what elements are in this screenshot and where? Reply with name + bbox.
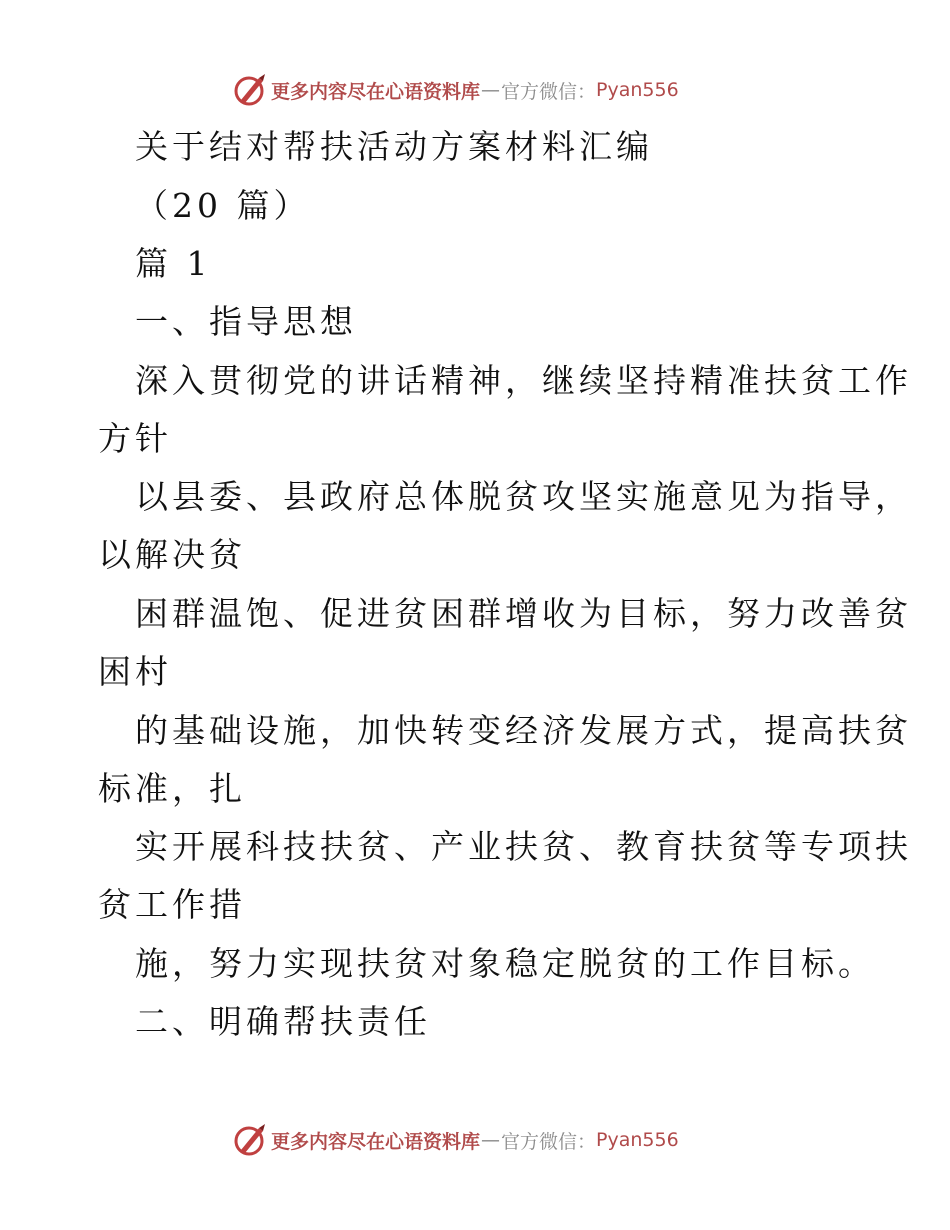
document-subtitle: （20 篇） [135,186,311,225]
pen-logo-icon [233,1122,269,1158]
account-id: Pyan556 [596,79,679,101]
header-watermark-banner [233,70,679,110]
banner-dash: — [481,1129,501,1151]
section-heading: 二、明确帮扶责任 [135,1002,431,1041]
paragraph-line: 的基础设施，加快转变经济发展方式，提高扶贫 [135,711,912,750]
site-name: 更多内容尽在心语资料库 [271,80,481,103]
paragraph-line: 方针 [98,419,172,458]
paragraph-line: 深入贯彻党的讲话精神，继续坚持精准扶贫工作 [135,361,912,400]
official-label: 官方微信： [501,1130,597,1153]
document-title: 关于结对帮扶活动方案材料汇编 [135,127,653,166]
paragraph-line: 以解决贫 [98,535,246,574]
official-label: 官方微信： [501,80,597,103]
paragraph-line: 困群温饱、促进贫困群增收为目标，努力改善贫 [135,594,912,633]
paragraph-line: 困村 [98,652,172,691]
paragraph-line: 实开展科技扶贫、产业扶贫、教育扶贫等专项扶 [135,827,912,866]
account-id: Pyan556 [596,1129,679,1151]
paragraph-line: 标准，扎 [98,769,246,808]
pen-logo-icon [233,72,269,108]
paragraph-line: 以县委、县政府总体脱贫攻坚实施意见为指导， [135,477,912,516]
paragraph-line: 施，努力实现扶贫对象稳定脱贫的工作目标。 [135,944,875,983]
banner-dash: — [481,79,501,101]
section-heading: 一、指导思想 [135,302,357,341]
section-label: 篇 1 [135,244,212,283]
footer-watermark-banner [233,1120,679,1160]
paragraph-line: 贫工作措 [98,885,246,924]
site-name: 更多内容尽在心语资料库 [271,1130,481,1153]
